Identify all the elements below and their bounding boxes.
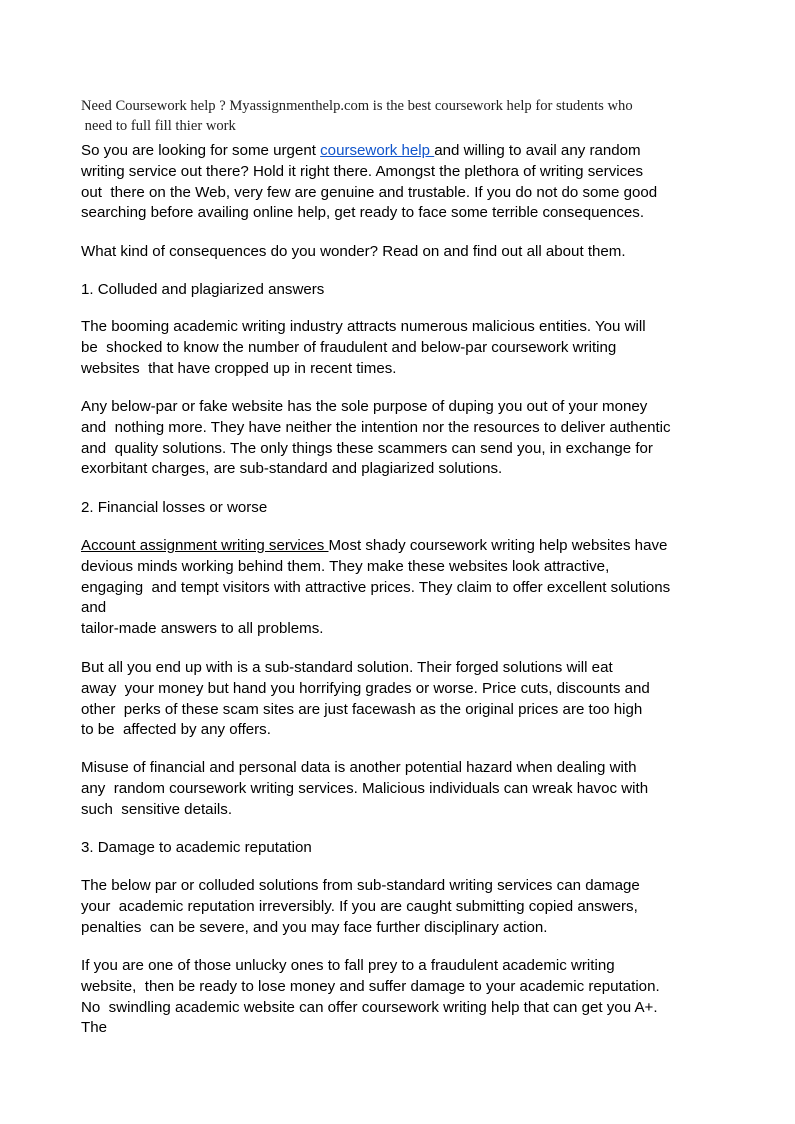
text-line: The: [81, 1019, 108, 1037]
section1-paragraph-1: [81, 317, 721, 379]
text-line: tailor-made answers to all problems.: [81, 620, 324, 638]
text-line: your academic reputation irreversibly. If you are caught submitting copied answers,: [81, 897, 638, 915]
text-line: and quality solutions. The only things these scammers can send you, in exchange for: [81, 439, 653, 457]
text-line: No swindling academic website can offer coursework writing help that can get you A+.: [81, 998, 658, 1016]
text-line: website, then be ready to lose money and suffer damage to your academic reputation.: [81, 977, 660, 995]
coursework-help-link[interactable]: coursework help: [320, 142, 435, 159]
section2-paragraph-3: [81, 758, 721, 820]
intro-pre-link: So you are looking for some urgent: [81, 142, 321, 159]
intro-paragraph: [81, 141, 721, 224]
document-title: [81, 96, 731, 136]
text-line: to be affected by any offers.: [81, 721, 271, 739]
heading-text: 1. Colluded and plagiarized answers: [81, 281, 325, 298]
text-line: any random coursework writing services. Malicious individuals can wreak havoc with: [81, 779, 649, 797]
text-fragment: Most shady coursework writing help websites have: [328, 537, 668, 554]
text-line: such sensitive details.: [81, 800, 233, 818]
text-line: other perks of these scam sites are just facewash as the original prices are too high: [81, 700, 643, 718]
text-line: out there on the Web, very few are genuine and trustable. If you do not do some good: [81, 183, 658, 201]
section2-paragraph-1: [81, 536, 721, 640]
text-line: Misuse of financial and personal data is another potential hazard when dealing with: [81, 759, 637, 776]
text-line: and: [81, 599, 107, 617]
text-line: devious minds working behind them. They make these websites look attractive,: [81, 557, 610, 575]
section3-paragraph-1: [81, 876, 721, 938]
text-line: The booming academic writing industry attracts numerous malicious entities. You will: [81, 318, 646, 335]
text-line: and nothing more. They have neither the intention nor the resources to deliver authentic: [81, 418, 671, 436]
heading-text: 3. Damage to academic reputation: [81, 839, 312, 856]
text-line: [81, 141, 721, 162]
section1-paragraph-2: [81, 397, 721, 480]
section-heading-2: [81, 498, 721, 519]
text-line: If you are one of those unlucky ones to fall prey to a fraudulent academic writing: [81, 957, 615, 974]
text-line: searching before availing online help, get ready to face some terrible consequences.: [81, 204, 645, 222]
heading-text: 2. Financial losses or worse: [81, 499, 268, 516]
text-line: websites that have cropped up in recent times.: [81, 359, 397, 377]
text-line: engaging and tempt visitors with attractive prices. They claim to offer excellent solutions: [81, 578, 671, 596]
title-line: Need Coursework help ? Myassignmenthelp.com is the best coursework help for students who: [81, 98, 633, 114]
intro-post-link: and willing to avail any random: [434, 142, 641, 159]
question-paragraph: [81, 242, 721, 263]
text-line: But all you end up with is a sub-standard solution. Their forged solutions will eat: [81, 659, 613, 676]
text-line: writing service out there? Hold it right there. Amongst the plethora of writing services: [81, 162, 644, 180]
text-line: penalties can be severe, and you may face further disciplinary action.: [81, 918, 548, 936]
text-line: away your money but hand you horrifying grades or worse. Price cuts, discounts and: [81, 679, 650, 697]
title-line: need to full fill thier work: [81, 118, 236, 134]
section3-paragraph-2: [81, 956, 721, 1039]
text-line: be shocked to know the number of fraudulent and below-par coursework writing: [81, 338, 617, 356]
section-heading-1: [81, 280, 721, 301]
account-assignment-link[interactable]: Account assignment writing services: [81, 537, 329, 554]
section2-paragraph-2: [81, 658, 721, 741]
text-line: The below par or colluded solutions from sub-standard writing services can damage: [81, 877, 640, 894]
text-line: What kind of consequences do you wonder? Read on and find out all about them.: [81, 243, 626, 260]
text-line: Any below-par or fake website has the sole purpose of duping you out of your money: [81, 398, 648, 415]
text-line: [81, 536, 721, 557]
section-heading-3: [81, 838, 721, 859]
text-line: exorbitant charges, are sub-standard and plagiarized solutions.: [81, 460, 503, 478]
